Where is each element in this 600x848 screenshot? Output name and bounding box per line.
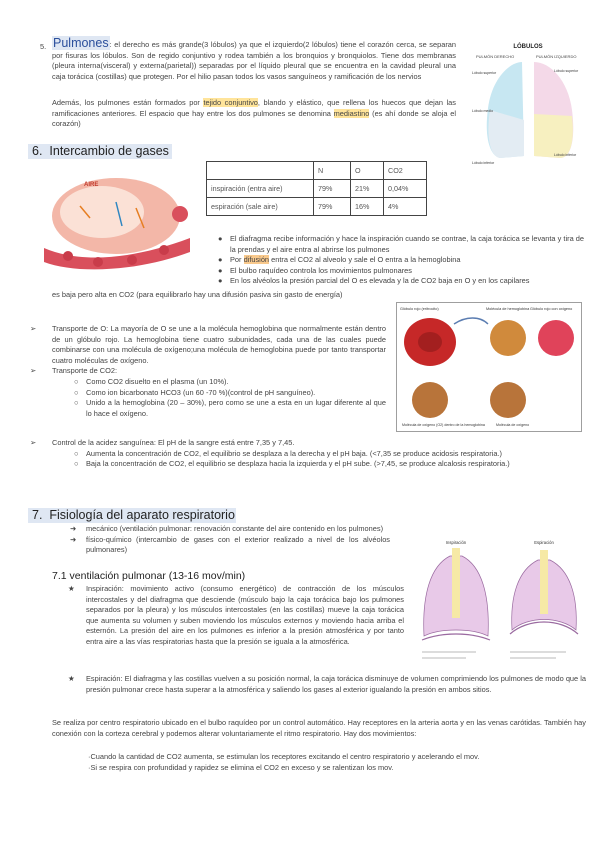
gas-table-cell: 21% (351, 180, 384, 198)
expiration-fig-title: Espiración (534, 540, 554, 545)
red-cell (127, 255, 137, 265)
bullet-text: Por (230, 255, 244, 265)
diaphragm-down (422, 634, 490, 640)
bullet-text: El diafragma recibe información y hace la inspiración cuando se contrae, la caja torácica se levanta y tira de la prendas y el aire entra al abrirse los pulmones (230, 234, 584, 254)
expiration-block (68, 674, 586, 695)
hb-label-5: Molécula de oxígeno (496, 423, 530, 427)
gas-table-cell: 16% (351, 198, 384, 216)
section-5-text: : el derecho es más grande(3 lóbulos) ya que el izquierdo(2 lóbulos) tiene el corazón cerca, se separan por fisuras los lóbulos. Son de regido conjuntivo y rodea también a los bronquios y bronquiolos. Tiene dos membranas (pleura interna(visceral) y externa(parietal)) separadas por el líquido pleural que se encuentra en la cavidad pleural una caja torácica (costillas) que protegen. Por el hilio pasan todos los vasos sanguíneos y ramificación de los nervios (52, 40, 456, 81)
list-item: ·Cuando la cantidad de CO2 aumenta, se estimulan los receptores excitando el centro respiratorio y acelerando el mov. (88, 752, 480, 761)
section-5-text-a: Además, los pulmones están formados por (52, 98, 204, 107)
lobe-label-r-mid: Lóbulo medio (472, 109, 494, 113)
red-cell (159, 245, 169, 255)
gas-table-header-row (207, 162, 427, 180)
expiration-text: Espiración: El diafragma y las costillas vuelven a su posición normal, la caja torácica disminuye de volumen comprimiendo los pulmones de modo que la presión pulmonar crece hasta superar a la atmosférica y saliendo los gases al exterior igualando la presión en ambos sitios. (86, 674, 586, 694)
gas-table-header-cell: O (351, 162, 384, 180)
hb-label-1: Glóbulo rojo (eritrocito) (400, 307, 439, 311)
hemoglobin-molecule (490, 382, 526, 418)
list-item: ➢ Transporte de CO2: (30, 366, 118, 376)
section-7-title: Fisiología del aparato respiratorio (49, 508, 235, 522)
oxygenated-cell (538, 320, 574, 356)
lobes-figure (470, 38, 590, 170)
gas-table-header-cell (207, 162, 314, 180)
co2-item-text: Como ion bicarbonato HCO3 (un 60 -70 %)(control de pH sanguíneo). (86, 387, 316, 397)
list-item: ○ Aumenta la concentración de CO2, el equilibrio se desplaza a la derecha y el pH baja. (<7,35 se produce acidosis respiratoria.) (74, 448, 502, 458)
acidity-text: Control de la acidez sanguínea: El pH de la sangre está entre 7,35 y 7,45. (52, 438, 295, 447)
hemoglobin-molecule (412, 382, 448, 418)
red-blood-cell-center (418, 332, 442, 352)
transport-o-text: Transporte de O: La mayoría de O se une a la molécula hemoglobina que normalmente están dentro de un glóbulo rojo. La hemoglobina tiene cuatro subunidades, cada una de las cuales puede combinarse con una molécula de oxígeno;una molécula de hemoglobina puede por tanto transportar cuatro moléculas de oxígeno. (52, 324, 386, 365)
list-item: ● En los alvéolos la presión parcial del O es elevada y la de CO2 baja en O y en los capilares (218, 276, 530, 286)
list-item: ➜ mecánico (ventilación pulmonar: renovación constante del aire contenido en los pulmones) (70, 524, 384, 533)
red-cell (63, 251, 73, 261)
gas-table-cell: 79% (314, 198, 351, 216)
list-item: ● El bulbo raquídeo controla los movimientos pulmonares (218, 265, 412, 275)
inspiration-text: Inspiración: movimiento activo (consumo energético) de contracción de los músculos intercostales y del diafragma que desciende (músculo bajo la caja torácica bajo los pulmones separados por la pleura) y los músculos intercostales (en las costillas) mueve la caja torácica que aumenta su volumen y suben moviendo los músculos externos y moviendo hacia arriba el esternón. La presión del aire en los pulmones es inferior a la presión atmosférica y por tanto entra aire a las vías respiratorias hasta que la presión se iguala a la atmosférica. (86, 584, 404, 646)
highlight-tejido: tejido conjuntivo (203, 98, 258, 107)
gas-table-cell: 4% (384, 198, 427, 216)
section-5-text-b: , blando y elástico, que rellena los huecos que dejan las ramificaciones anteriores. El espacio que hay entre los dos pulmones se denomina (52, 98, 456, 118)
section-6-bullets (218, 234, 584, 287)
bullet-text: El bulbo raquídeo controla los movimientos pulmonares (230, 265, 412, 275)
gas-table-cell: inspiración (entra aire) (207, 180, 314, 198)
list-item: ➢ Control de la acidez sanguínea: El pH de la sangre está entre 7,35 y 7,45. (30, 438, 295, 447)
list-item: ★ Espiración: El diafragma y las costillas vuelven a su posición normal, la caja torácica disminuye de volumen comprimiendo los pulmones de modo que la presión pulmonar crece hasta superar a la atmosférica y saliendo los gases al exterior igualando la presión en ambos sitios. (68, 674, 586, 694)
lobe-label-l-inf: Lóbulo inferior (554, 153, 577, 157)
inspiration-fig-title: Inspiración (445, 540, 467, 545)
item-text: físico-químico (intercambio de gases con el exterior realizado a nivel de los alvéolos pulmonares) (86, 534, 390, 555)
acid-item-text: Baja la concentración de CO2, el equilibrio se desplaza hacia la izquierda y el pH sube. (>7,45, se produce alcalosis respiratoria.) (86, 459, 510, 469)
gas-table-row (207, 198, 427, 216)
gas-table-cell: 0,04% (384, 180, 427, 198)
section-7-number: 7. (32, 508, 43, 522)
lobe-label-l-sup: Lóbulo superior (554, 69, 579, 73)
list-item: ➢ Transporte de O: La mayoría de O se une a la molécula hemoglobina que normalmente están dentro de un glóbulo rojo. La hemoglobina tiene cuatro subunidades, cada una de las cuales puede combinarse con una molécula de oxígeno;una molécula de hemoglobina puede por tanto transportar cuatro moléculas de oxígeno. (30, 324, 386, 365)
list-item: ○ Como ion bicarbonato HCO3 (un 60 -70 %)(control de pH sanguíneo). (74, 387, 316, 397)
lobe-label-r-sup: Lóbulo superior (472, 71, 497, 75)
highlight-mediastino: mediastino (333, 108, 370, 118)
section-5-text-c: (es ahí donde se aloja el corazón) (52, 108, 456, 129)
trachea (540, 550, 548, 614)
list-item: ○ Baja la concentración de CO2, el equilibrio se desplaza hacia la izquierda y el pH sube. (>7,45, se produce alcalosis respiratoria.) (74, 459, 510, 469)
breathing-figure (416, 536, 586, 666)
section-5-paragraph-1 (52, 38, 456, 82)
gas-table-cell: espiración (sale aire) (207, 198, 314, 216)
transport-block (30, 324, 386, 419)
section-7-items (70, 524, 390, 556)
gas-table-cell: 79% (314, 180, 351, 198)
hb-label-3: Glóbulo rojo con oxígeno (530, 307, 573, 311)
section-5-number: 5. (40, 42, 47, 51)
inspiration-block (68, 584, 404, 648)
list-item: ·Si se respira con profundidad y rapidez se elimina el CO2 en exceso y se ralentizan los mov. (88, 762, 394, 772)
lobe-label-r-inf: Lóbulo inferior (472, 161, 495, 165)
hemoglobin-figure (396, 302, 582, 432)
subsection-7-1-title: 7.1 ventilación pulmonar (13-16 mov/min) (52, 570, 246, 582)
lobes-left-label: PULMÓN DERECHO (476, 54, 515, 59)
red-cell (93, 257, 103, 267)
acid-item-text: Aumenta la concentración de CO2, el equilibrio se desplaza a la derecha y el pH baja. (<7,35 se produce acidosis respiratoria.) (86, 448, 502, 458)
list-item: ○ Como CO2 disuelto en el plasma (un 10%). (74, 376, 229, 386)
red-cell (172, 206, 188, 222)
gas-table-header-cell: CO2 (384, 162, 427, 180)
control-items (88, 752, 586, 773)
alveolus-air-sac (60, 186, 144, 238)
list-item: ➜ físico-químico (intercambio de gases con el exterior realizado a nivel de los alvéolos pulmonares) (70, 534, 390, 555)
alveolus-air-label: AIRE (84, 182, 99, 188)
co2-item-text: Como CO2 disuelto en el plasma (un 10%). (86, 376, 229, 386)
acidity-block (30, 438, 586, 470)
trachea (452, 548, 460, 618)
hemoglobin-molecule (490, 320, 526, 356)
hb-label-2: Molécula de hemoglobina (486, 307, 530, 311)
section-5-title: Pulmones (53, 36, 109, 50)
item-text: mecánico (ventilación pulmonar: renovación constante del aire contenido en los pulmones) (86, 524, 384, 533)
section-7-heading (32, 508, 235, 522)
transport-co2-text: Transporte de CO2: (52, 366, 118, 376)
list-item: ★ Inspiración: movimiento activo (consumo energético) de contracción de los músculos intercostales y del diafragma que desciende (músculo bajo la caja torácica bajo los pulmones separados por la pleura) y los músculos intercostales (en las costillas) mueve la caja torácica que aumenta su volumen y suben moviendo los músculos externos y moviendo hacia arriba el esternón. La presión del aire en los pulmones es inferior a la presión atmosférica y por tanto entra aire a las vías respiratorias hasta que la presión se iguala a la atmosférica. (68, 584, 404, 646)
alveolus-figure (36, 166, 196, 276)
list-item: ● Por difusión entra el CO2 al alveolo y sale el O entra a la hemoglobina (218, 255, 461, 265)
highlight-difusion: difusión (243, 255, 270, 265)
section-6-heading (32, 144, 169, 158)
left-lower-lobe (534, 114, 573, 158)
list-item: ● El diafragma recibe información y hace la inspiración cuando se contrae, la caja torácica se levanta y tira de la prendas y el aire entra al abrirse los pulmones (218, 234, 584, 254)
co2-item-text: Unido a la hemoglobina (20 – 30%), pero como se une a esta en un lugar diferente al que lo hace el oxígeno. (86, 398, 386, 418)
control-paragraph: Se realiza por centro respiratorio ubicado en el bulbo raquídeo por un control automático. Hay receptores en la arteria aorta y en las venas carótidas. También hay conexión con la corteza cerebral y podemos alterar voluntariamente el ritmo respiratorio. Hay dos movimientos: (52, 718, 586, 738)
list-item: ○ Unido a la hemoglobina (20 – 30%), pero como se une a esta en un lugar diferente al que lo hace el oxígeno. (74, 398, 386, 418)
bullet-text: entra el CO2 al alveolo y sale el O entra a la hemoglobina (269, 255, 461, 265)
section-6-number: 6. (32, 144, 43, 158)
section-6-continuation: es baja pero alta en CO2 (para equilibrarlo hay una difusión pasiva sin gasto de energía) (52, 290, 343, 299)
lobes-title: LÓBULOS (513, 44, 543, 50)
gas-table-row (207, 180, 427, 198)
hb-label-4: Molécula de oxígeno (O2) dentro de la hemoglobina (402, 423, 485, 427)
section-6-title: Intercambio de gases (49, 144, 169, 158)
lobes-right-label: PULMÓN IZQUIERDO (536, 54, 577, 59)
gas-table (206, 161, 427, 216)
gas-table-header-cell: N (314, 162, 351, 180)
section-5-paragraph-2 (52, 98, 456, 130)
bullet-text: En los alvéolos la presión parcial del O es elevada y la de CO2 baja en O y en los capilares (230, 276, 530, 286)
